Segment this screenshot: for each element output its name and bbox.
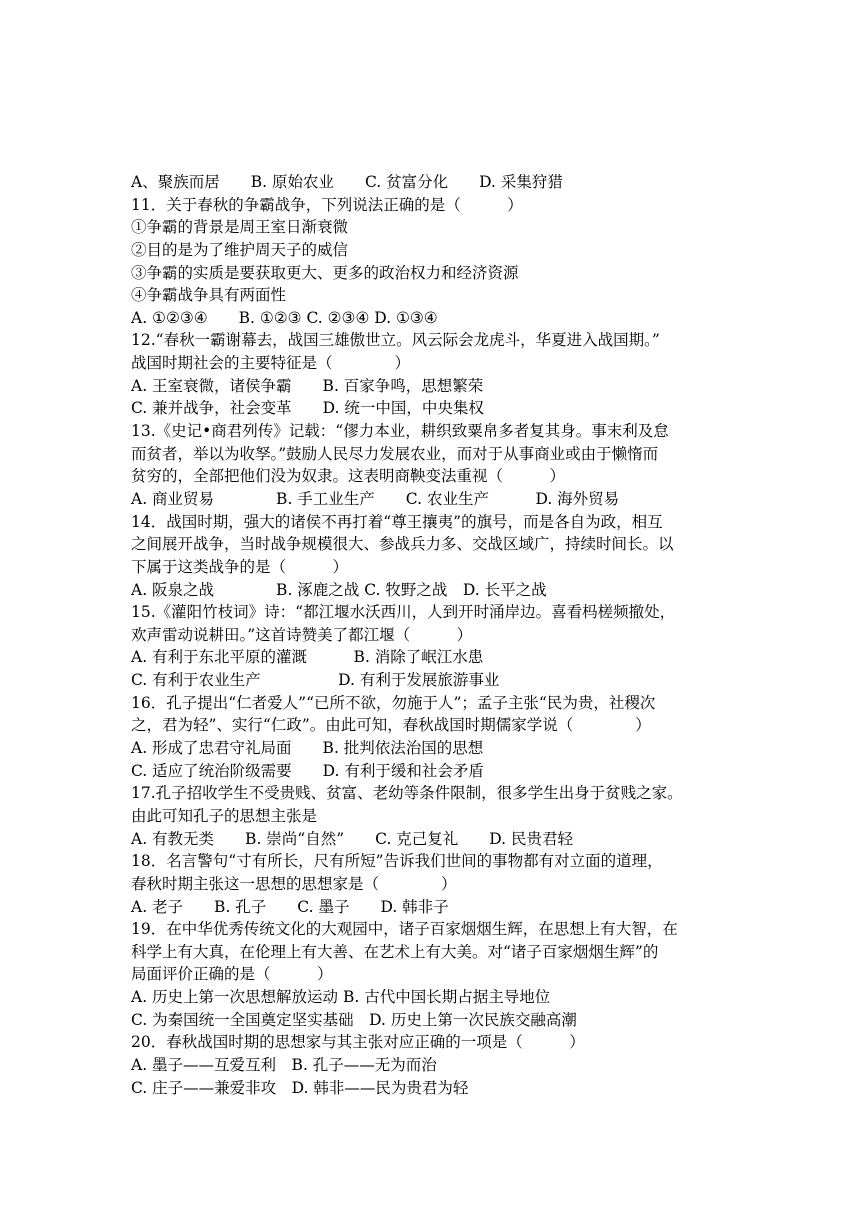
question-text-line: 欢声雷动说耕田。”这首诗赞美了都江堰（ ）	[131, 625, 473, 644]
question-15-stem: 15.《灌阳竹枝词》诗：“都江堰水沃西川，人到开时涌岸边。喜看杩槎频撤处，	[131, 603, 676, 622]
option-line: A. 王室衰微，诸侯争霸 B. 百家争鸣，思想繁荣	[131, 376, 484, 395]
option-line: C. 适应了统治阶级需要 D. 有利于缓和社会矛盾	[131, 761, 484, 780]
option-line: C. 有利于农业生产 D. 有利于发展旅游事业	[131, 671, 500, 690]
statement-line: ②目的是为了维护周天子的威信	[131, 240, 349, 259]
question-12-stem: 12.“春秋一霸谢幕去，战国三雄傲世立。风云际会龙虎斗，华夏进入战国期。”	[131, 331, 660, 350]
question-text-line: 下属于这类战争的是（ ）	[131, 557, 349, 576]
option-line: A. 形成了忠君守礼局面 B. 批判依法治国的思想	[131, 739, 484, 758]
question-16-stem: 16．孔子提出“仁者爱人”“已所不欲，勿施于人”；孟子主张“民为贵，社稷次	[131, 693, 656, 712]
question-18-stem: 18．名言警句“寸有所长，尺有所短”告诉我们世间的事物都有对立面的道理，	[131, 852, 663, 871]
question-17-stem: 17.孔子招收学生不受贵贱、贫富、老幼等条件限制，很多学生出身于贫贱之家。	[131, 784, 683, 803]
option-line: A. 老子 B. 孔子 C. 墨子 D. 韩非子	[131, 897, 449, 916]
option-line: C. 为秦国统一全国奠定坚实基础 D. 历史上第一次民族交融高潮	[131, 1010, 577, 1029]
option-line: A. ①②③④ B. ①②③ C. ②③④ D. ①③④	[131, 308, 438, 327]
question-text-line: 贫穷的，全部把他们没为奴隶。这表明商鞅变法重视（ ）	[131, 467, 566, 486]
statement-line: ③争霸的实质是要获取更大、更多的政治权力和经济资源	[131, 263, 519, 282]
option-line: C. 庄子——兼爱非攻 D. 韩非——民为贵君为轻	[131, 1078, 469, 1097]
question-text-line: 战国时期社会的主要特征是（ ）	[131, 354, 411, 373]
question-14-stem: 14．战国时期，强大的诸侯不再打着“尊王攘夷”的旗号，而是各自为政，相互	[131, 512, 663, 531]
question-20-stem: 20．春秋战国时期的思想家与其主张对应正确的一项是（ ）	[131, 1033, 585, 1052]
option-line: C. 兼并战争，社会变革 D. 统一中国，中央集权	[131, 399, 484, 418]
question-text-line: 之，君为轻”、实行“仁政”。由此可知，春秋战国时期儒家学说（ ）	[131, 716, 651, 735]
statement-line: ④争霸战争具有两面性	[131, 286, 287, 305]
option-line: A. 商业贸易 B. 手工业生产 C. 农业生产 D. 海外贸易	[131, 489, 620, 508]
question-11-stem: 11．关于春秋的争霸战争，下列说法正确的是（ ）	[131, 195, 523, 214]
option-line: A. 阪泉之战 B. 涿鹿之战 C. 牧野之战 D. 长平之战	[131, 580, 547, 599]
question-text-line: 而贫者，举以为收孥。”鼓励人民尽力发展农业，而对于从事商业或由于懒惰而	[131, 444, 659, 463]
option-line: A. 有教无类 B. 崇尚“自然” C. 克己复礼 D. 民贵君轻	[131, 829, 574, 848]
option-line: A. 墨子——互爱互利 B. 孔子——无为而治	[131, 1055, 437, 1074]
question-text-block	[131, 171, 731, 1099]
question-19-stem: 19．在中华优秀传统文化的大观园中，诸子百家烟烟生辉，在思想上有大智，在	[131, 920, 678, 939]
option-line: A. 有利于东北平原的灌溉 B. 消除了岷江水患	[131, 648, 484, 667]
question-text-line: 由此可知孔子的思想主张是	[131, 806, 318, 825]
question-text-line: 春秋时期主张这一思想的思想家是（ ）	[131, 874, 457, 893]
question-text-line: 局面评价正确的是（ ）	[131, 965, 333, 984]
option-line: A、聚族而居 B. 原始农业 C. 贫富分化 D. 采集狩猎	[131, 173, 563, 191]
statement-line: ①争霸的背景是周王室日渐衰微	[131, 218, 349, 237]
question-13-stem: 13.《史记•商君列传》记载：“僇力本业，耕织致粟帛多者复其身。事末利及怠	[131, 422, 669, 441]
question-text-line: 之间展开战争，当时战争规模很大、参战兵力多、交战区域广，持续时间长。以	[131, 535, 674, 554]
option-line: A. 历史上第一次思想解放运动 B. 古代中国长期占据主导地位	[131, 988, 551, 1007]
question-text-line: 科学上有大真，在伦理上有大善、在艺术上有大美。对“诸子百家烟烟生辉”的	[131, 942, 659, 961]
